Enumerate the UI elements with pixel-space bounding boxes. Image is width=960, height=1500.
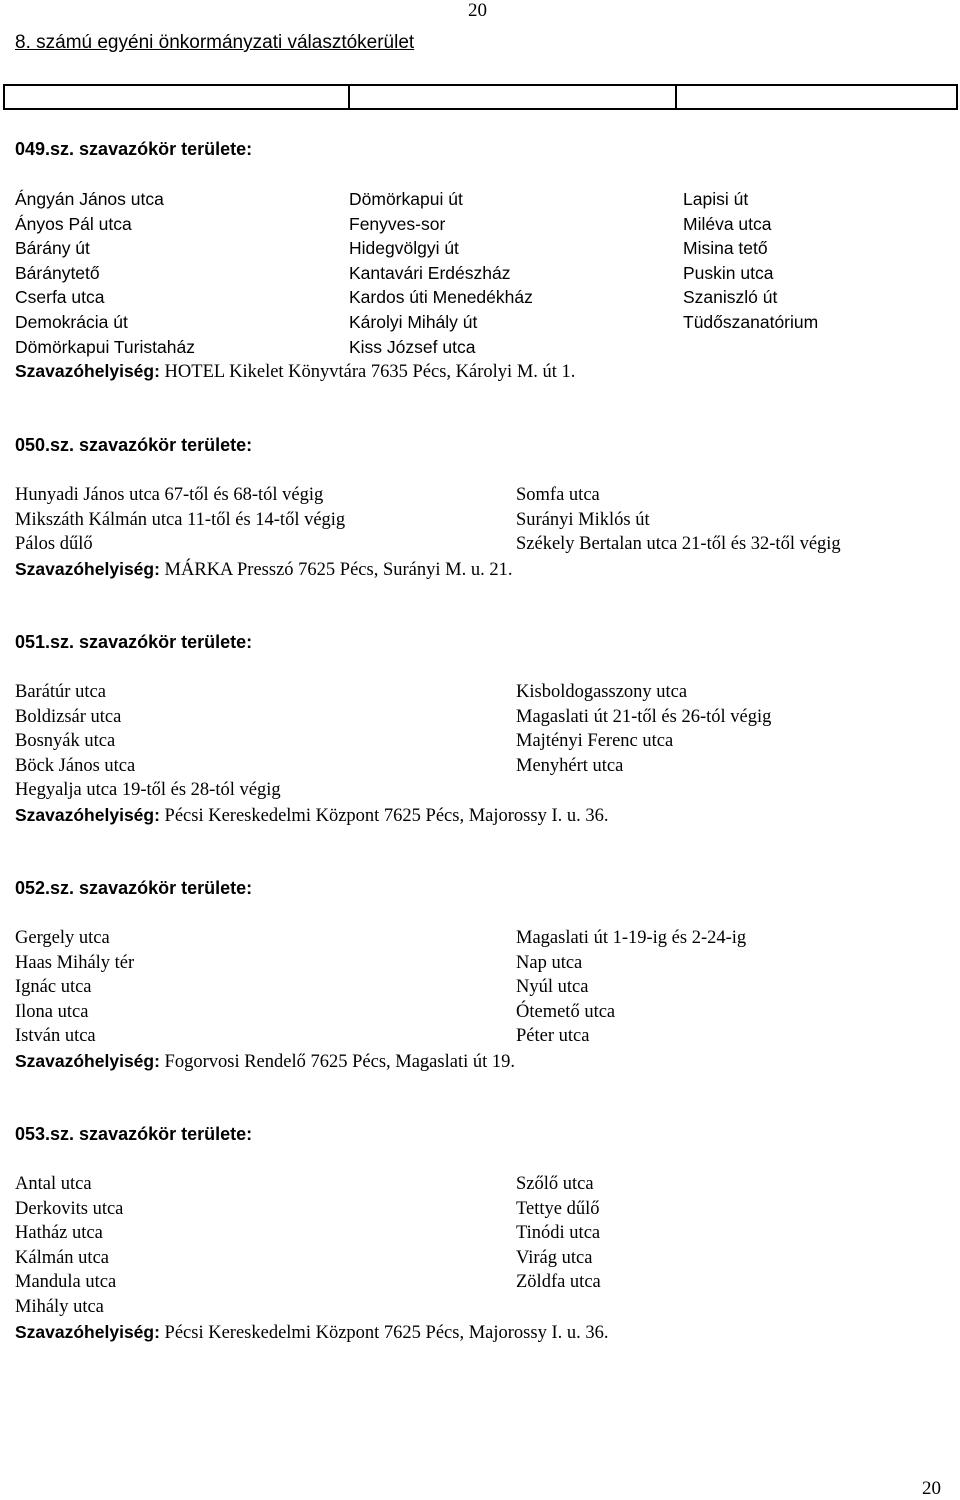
street-name: István utca xyxy=(15,1026,96,1047)
header-cell xyxy=(349,85,676,109)
section-title: 051.sz. szavazókör területe: xyxy=(15,632,253,652)
polling-location xyxy=(15,1049,515,1074)
polling-location-address: Pécsi Kereskedelmi Központ 7625 Pécs, Majorossy I. u. 36. xyxy=(164,806,609,826)
street-name: Lapisi út xyxy=(683,189,749,209)
street-name: Demokrácia út xyxy=(15,312,128,332)
address-row xyxy=(15,1221,945,1246)
street-name: Hunyadi János utca 67-től és 68-tól végig xyxy=(15,485,324,505)
polling-location-label: Szavazóhelyiség: xyxy=(15,1321,160,1342)
street-name: Mandula utca xyxy=(15,1272,117,1293)
street-name: Ignác utca xyxy=(15,977,92,998)
street-name: Dömörkapui Turistaház xyxy=(15,336,195,357)
address-row xyxy=(15,778,945,803)
address-row xyxy=(15,1197,945,1222)
street-name: Haas Mihály tér xyxy=(15,952,135,973)
polling-location xyxy=(15,359,575,384)
address-row xyxy=(15,680,945,705)
address-row xyxy=(15,187,945,212)
street-name: Mihály utca xyxy=(15,1297,104,1317)
street-name: Székely Bertalan utca 21-től és 32-től végig xyxy=(516,534,841,555)
street-name: Derkovits utca xyxy=(15,1198,124,1219)
page-number-top: 20 xyxy=(468,0,487,21)
street-name: Pálos dűlő xyxy=(15,534,93,555)
section-title: 049.sz. szavazókör területe: xyxy=(15,139,253,159)
street-name: Somfa utca xyxy=(516,485,600,505)
street-name: Tettye dűlő xyxy=(516,1198,600,1219)
section-title: 052.sz. szavazókör területe: xyxy=(15,878,253,898)
street-name: Ilona utca xyxy=(15,1001,89,1022)
address-row xyxy=(15,261,945,286)
address-row xyxy=(15,729,945,754)
street-name: Misina tető xyxy=(683,238,768,259)
address-row xyxy=(15,926,945,951)
address-row xyxy=(15,705,945,730)
street-name: Magaslati út 1-19-ig és 2-24-ig xyxy=(516,928,747,948)
street-name: Mikszáth Kálmán utca 11-től és 14-től végig xyxy=(15,509,346,530)
polling-location-label: Szavazóhelyiség: xyxy=(15,805,160,825)
street-name: Puskin utca xyxy=(683,262,774,283)
street-name: Virág utca xyxy=(516,1247,593,1268)
address-row xyxy=(15,236,945,261)
street-name: Kálmán utca xyxy=(15,1247,109,1268)
address-row xyxy=(15,532,945,557)
street-name: Ótemető utca xyxy=(516,1001,616,1022)
street-name: Hidegvölgyi út xyxy=(349,238,459,259)
address-row xyxy=(15,1246,945,1271)
street-name: Hegyalja utca 19-től és 28-tól végig xyxy=(15,780,281,801)
street-name: Dömörkapui út xyxy=(349,189,463,209)
polling-location-address: HOTEL Kikelet Könyvtára 7635 Pécs, Károlyi M. út 1. xyxy=(164,362,576,383)
address-row xyxy=(15,754,945,779)
street-name: Menyhért utca xyxy=(516,755,624,776)
street-name: Fenyves-sor xyxy=(349,213,446,234)
address-row xyxy=(15,508,945,533)
polling-location xyxy=(15,1320,608,1345)
header-cell xyxy=(676,85,957,109)
address-row xyxy=(15,1000,945,1025)
street-name: Péter utca xyxy=(516,1026,590,1047)
polling-location xyxy=(15,803,608,828)
address-row xyxy=(15,310,945,335)
street-name: Majtényi Ferenc utca xyxy=(516,731,674,752)
header-table xyxy=(3,84,958,110)
address-row xyxy=(15,1270,945,1295)
address-row xyxy=(15,212,945,237)
street-name: Surányi Miklós út xyxy=(516,509,650,530)
polling-location-address: MÁRKA Presszó 7625 Pécs, Surányi M. u. 21. xyxy=(164,559,513,580)
street-name: Tüdőszanatórium xyxy=(683,312,819,332)
address-row xyxy=(15,483,945,508)
address-row xyxy=(15,1024,945,1049)
polling-location-label: Szavazóhelyiség: xyxy=(15,558,160,579)
street-name: Barátúr utca xyxy=(15,682,106,702)
street-name: Tinódi utca xyxy=(516,1223,601,1244)
district-title: 8. számú egyéni önkormányzati választókerület xyxy=(15,32,415,53)
street-name: Kiss József utca xyxy=(349,336,476,357)
street-name: Kardos úti Menedékház xyxy=(349,287,533,308)
polling-location-label: Szavazóhelyiség: xyxy=(15,1051,160,1071)
street-name: Báránytető xyxy=(15,262,100,283)
street-name: Károlyi Mihály út xyxy=(349,312,478,332)
address-row xyxy=(15,285,945,310)
street-name: Miléva utca xyxy=(683,213,772,234)
section-title: 050.sz. szavazókör területe: xyxy=(15,435,253,455)
address-row xyxy=(15,1172,945,1197)
street-name: Zöldfa utca xyxy=(516,1272,601,1293)
header-cell xyxy=(4,85,349,109)
address-row xyxy=(15,335,945,360)
street-name: Böck János utca xyxy=(15,755,136,776)
page-number-bottom: 20 xyxy=(922,1478,941,1499)
street-name: Ángyán János utca xyxy=(15,189,164,209)
street-name: Bosnyák utca xyxy=(15,731,116,752)
street-name: Ányos Pál utca xyxy=(15,213,132,234)
address-row xyxy=(15,951,945,976)
address-row xyxy=(15,1295,945,1320)
street-name: Hatház utca xyxy=(15,1223,103,1244)
polling-location xyxy=(15,557,512,582)
polling-location-address: Fogorvosi Rendelő 7625 Pécs, Magaslati út 19. xyxy=(164,1052,515,1072)
section-title: 053.sz. szavazókör területe: xyxy=(15,1124,253,1144)
street-name: Nap utca xyxy=(516,952,583,973)
address-row xyxy=(15,975,945,1000)
polling-location-label: Szavazóhelyiség: xyxy=(15,361,160,382)
polling-location-address: Pécsi Kereskedelmi Központ 7625 Pécs, Majorossy I. u. 36. xyxy=(164,1322,609,1343)
street-name: Szőlő utca xyxy=(516,1174,594,1194)
street-name: Szaniszló út xyxy=(683,287,778,308)
street-name: Kisboldogasszony utca xyxy=(516,682,688,702)
street-name: Bárány út xyxy=(15,238,90,259)
street-name: Nyúl utca xyxy=(516,977,589,998)
street-name: Magaslati út 21-től és 26-tól végig xyxy=(516,706,772,727)
street-name: Kantavári Erdészház xyxy=(349,262,511,283)
street-name: Boldizsár utca xyxy=(15,706,122,727)
street-name: Cserfa utca xyxy=(15,287,105,308)
street-name: Antal utca xyxy=(15,1174,92,1194)
street-name: Gergely utca xyxy=(15,928,110,948)
